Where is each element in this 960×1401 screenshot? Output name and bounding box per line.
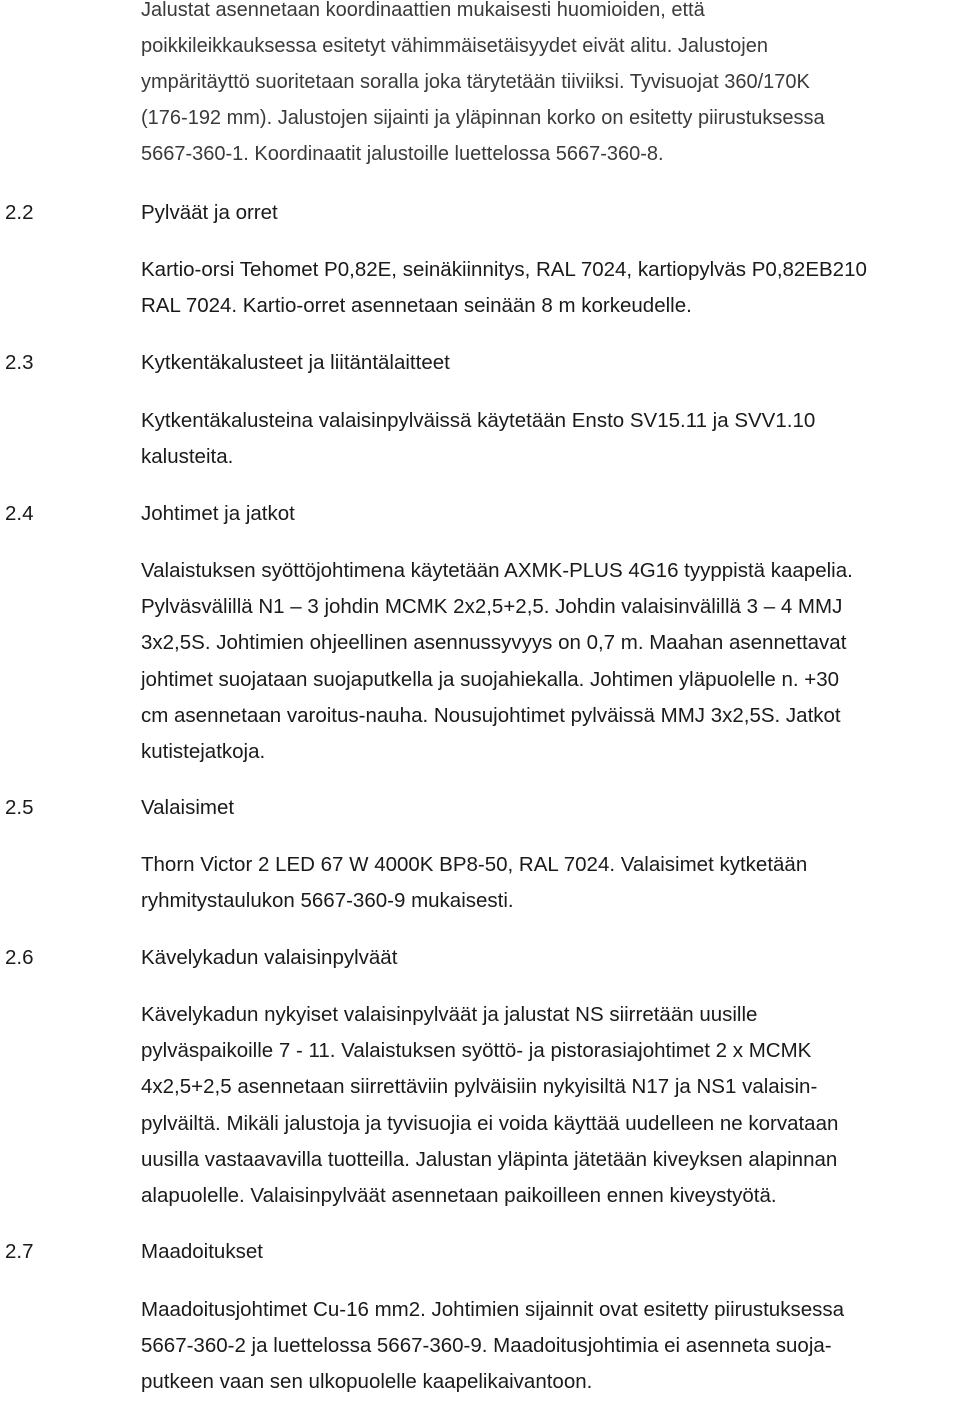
section-title: Pylväät ja orret xyxy=(141,201,278,224)
text-line: 5667-360-2 ja luettelossa 5667-360-9. Maadoitusjohtimia ei asenneta suoja- xyxy=(141,1334,832,1358)
text-line: cm asennetaan varoitus-nauha. Nousujohtimet pylväissä MMJ 3x2,5S. Jatkot xyxy=(141,703,841,727)
text-line: (176-192 mm). Jalustojen sijainti ja yläpinnan korko on esitetty piirustuksessa xyxy=(141,107,825,129)
text-line: pylväiltä. Mikäli jalustoja ja tyvisuojia ei voida käyttää uudelleen ne korvataan xyxy=(141,1111,839,1135)
text-line: Maadoitusjohtimet Cu-16 mm2. Johtimien sijainnit ovat esitetty piirustuksessa xyxy=(141,1298,844,1321)
text-line: 3x2,5S. Johtimien ohjeellinen asennussyvyys on 0,7 m. Maahan asennettavat xyxy=(141,631,847,655)
section-paragraph-kavelykatu xyxy=(141,997,959,1214)
text-line: Kartio-orsi Tehomet P0,82E, seinäkiinnitys, RAL 7024, kartiopylväs P0,82EB210 xyxy=(141,258,867,281)
intro-paragraph xyxy=(141,0,941,172)
text-line: 5667-360-1. Koordinaatit jalustoille luettelossa 5667-360-8. xyxy=(141,143,664,165)
section-paragraph-valaisimet xyxy=(141,847,959,919)
text-line: kutistejatkoja. xyxy=(141,740,266,764)
text-line: 4x2,5+2,5 asennetaan siirrettäviin pylväisiin nykyisiltä N17 ja NS1 valaisin- xyxy=(141,1075,818,1099)
section-number: 2.5 xyxy=(5,796,34,819)
section-paragraph-maadoitukset xyxy=(141,1292,959,1401)
section-title: Johtimet ja jatkot xyxy=(141,502,295,525)
text-line: ympäritäyttö suoritetaan soralla joka tärytetään tiiviiksi. Tyvisuojat 360/170K xyxy=(141,71,810,93)
section-title: Kytkentäkalusteet ja liitäntälaitteet xyxy=(141,351,450,374)
text-line: Pylväsvälillä N1 – 3 johdin MCMK 2x2,5+2,5. Johdin valaisinvälillä 3 – 4 MMJ xyxy=(141,595,843,619)
text-line: alapuolelle. Valaisinpylväät asennetaan paikoilleen ennen kiveystyötä. xyxy=(141,1184,777,1208)
text-line: poikkileikkauksessa esitetyt vähimmäisetäisyydet eivät alitu. Jalustojen xyxy=(141,35,768,57)
section-paragraph-pylvaat xyxy=(141,252,959,324)
text-line: putkeen vaan sen ulkopuolelle kaapelikaivantoon. xyxy=(141,1370,593,1394)
text-line: Valaistuksen syöttöjohtimena käytetään AXMK-PLUS 4G16 tyyppistä kaapelia. xyxy=(141,559,853,582)
text-line: johtimet suojataan suojaputkella ja suojahiekalla. Johtimen yläpuolelle n. +30 xyxy=(141,667,840,691)
text-line: Kävelykadun nykyiset valaisinpylväät ja jalustat NS siirretään uusille xyxy=(141,1003,758,1026)
section-title: Kävelykadun valaisinpylväät xyxy=(141,946,398,969)
section-number: 2.2 xyxy=(5,201,34,224)
text-line: kalusteita. xyxy=(141,445,234,469)
section-title: Maadoitukset xyxy=(141,1240,263,1263)
text-line: Jalustat asennetaan koordinaattien mukaisesti huomioiden, että xyxy=(141,0,705,21)
section-paragraph-kytkentakalusteet xyxy=(141,403,959,475)
text-line: ryhmitystaulukon 5667-360-9 mukaisesti. xyxy=(141,889,514,913)
section-number: 2.4 xyxy=(5,502,34,525)
text-line: Thorn Victor 2 LED 67 W 4000K BP8-50, RAL 7024. Valaisimet kytketään xyxy=(141,853,808,876)
text-line: RAL 7024. Kartio-orret asennetaan seinään 8 m korkeudelle. xyxy=(141,294,692,318)
section-number: 2.3 xyxy=(5,351,34,374)
section-number: 2.7 xyxy=(5,1240,34,1263)
text-line: Kytkentäkalusteina valaisinpylväissä käytetään Ensto SV15.11 ja SVV1.10 xyxy=(141,409,816,432)
text-line: uusilla vastaavavilla tuotteilla. Jalustan yläpinta jätetään kiveyksen alapinnan xyxy=(141,1147,838,1171)
section-title: Valaisimet xyxy=(141,796,235,819)
text-line: pylväspaikoille 7 - 11. Valaistuksen syöttö- ja pistorasiajohtimet 2 x MCMK xyxy=(141,1039,812,1063)
section-paragraph-johtimet xyxy=(141,553,959,770)
section-number: 2.6 xyxy=(5,946,34,969)
